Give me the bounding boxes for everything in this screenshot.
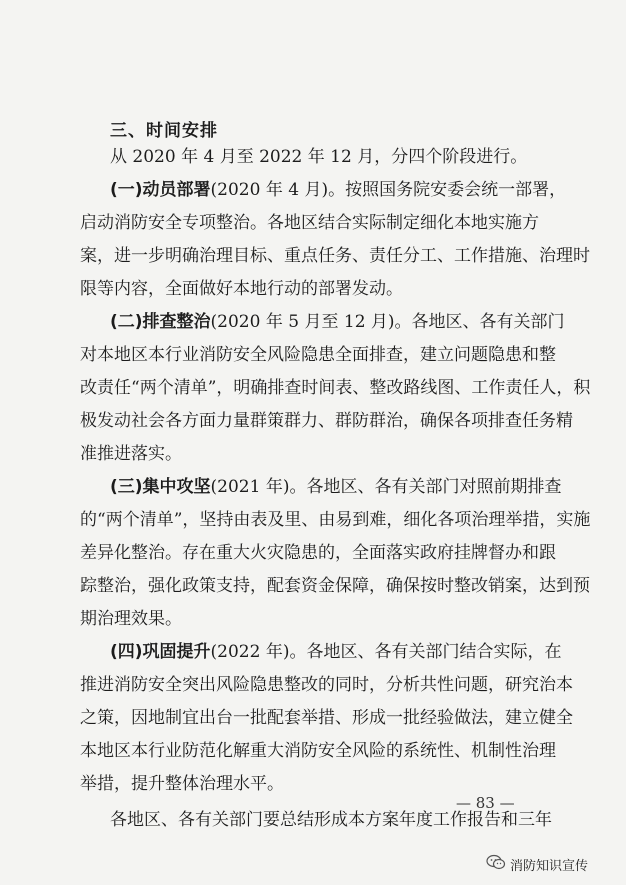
phase4-lead: (四)巩固提升: [110, 642, 211, 662]
phase1-line3: 案，进一步明确治理目标、重点任务、责任分工、工作措施、治理时: [80, 246, 590, 266]
phase1-lead: (一)动员部署: [110, 180, 211, 200]
phase1-line2: 启动消防安全专项整治。各地区结合实际制定细化本地实施方: [80, 213, 539, 233]
phase1-line4: 限等内容，全面做好本地行动的部署发动。: [80, 279, 403, 299]
phase2-line3: 改责任“两个清单”，明确排查时间表、整改路线图、工作责任人，积: [80, 378, 591, 398]
phase4-line5: 举措，提升整体治理水平。: [80, 774, 284, 794]
intro-paragraph: 从 2020 年 4 月至 2022 年 12 月，分四个阶段进行。: [110, 147, 528, 167]
phase4-line3: 之策，因地制宜出台一批配套举措、形成一批经验做法，建立健全: [80, 708, 573, 728]
watermark-text: 消防知识宣传: [510, 858, 589, 874]
phase3-lead: (三)集中攻坚: [110, 477, 211, 497]
phase3-line4: 踪整治，强化政策支持，配套资金保障，确保按时整改销案，达到预: [80, 576, 590, 596]
phase4-line1-text: (2022 年)。各地区、各有关部门结合实际，在: [210, 642, 562, 662]
phase2-line4: 极发动社会各方面力量群策群力、群防群治，确保各项排查任务精: [80, 411, 573, 431]
phase2-line2: 对本地区本行业消防安全风险隐患全面排查，建立问题隐患和整: [80, 345, 556, 365]
phase4-line2: 推进消防安全突出风险隐患整改的同时，分析共性问题，研究治本: [80, 675, 573, 695]
phase3-line5: 期治理效果。: [80, 609, 182, 629]
page-number: — 83 —: [456, 794, 515, 812]
watermark: [486, 854, 588, 874]
phase1-line1: [110, 182, 566, 199]
phase2-lead: (二)排查整治: [110, 312, 211, 332]
phase4-line1: [110, 644, 561, 661]
phase3-line1-text: (2021 年)。各地区、各有关部门对照前期排查: [210, 477, 562, 497]
phase2-line1: [110, 314, 565, 331]
phase4-line4: 本地区本行业防范化解重大消防安全风险的系统性、机制性治理: [80, 741, 556, 761]
wechat-icon: [486, 854, 510, 874]
phase3-line3: 差异化整治。存在重大火灾隐患的，全面落实政府挂牌督办和跟: [80, 543, 556, 563]
phase3-line1: [110, 479, 561, 496]
section-heading: 三、时间安排: [110, 121, 218, 141]
phase2-line1-text: (2020 年 5 月至 12 月)。各地区、各有关部门: [210, 312, 565, 332]
closing-paragraph: 各地区、各有关部门要总结形成本方案年度工作报告和三年: [110, 810, 552, 830]
phase3-line2: 的“两个清单”，坚持由表及里、由易到难，细化各项治理举措，实施: [80, 510, 591, 530]
phase1-line1-text: (2020 年 4 月)。按照国务院安委会统一部署，: [210, 180, 567, 200]
phase2-line5: 准推进落实。: [80, 444, 182, 464]
